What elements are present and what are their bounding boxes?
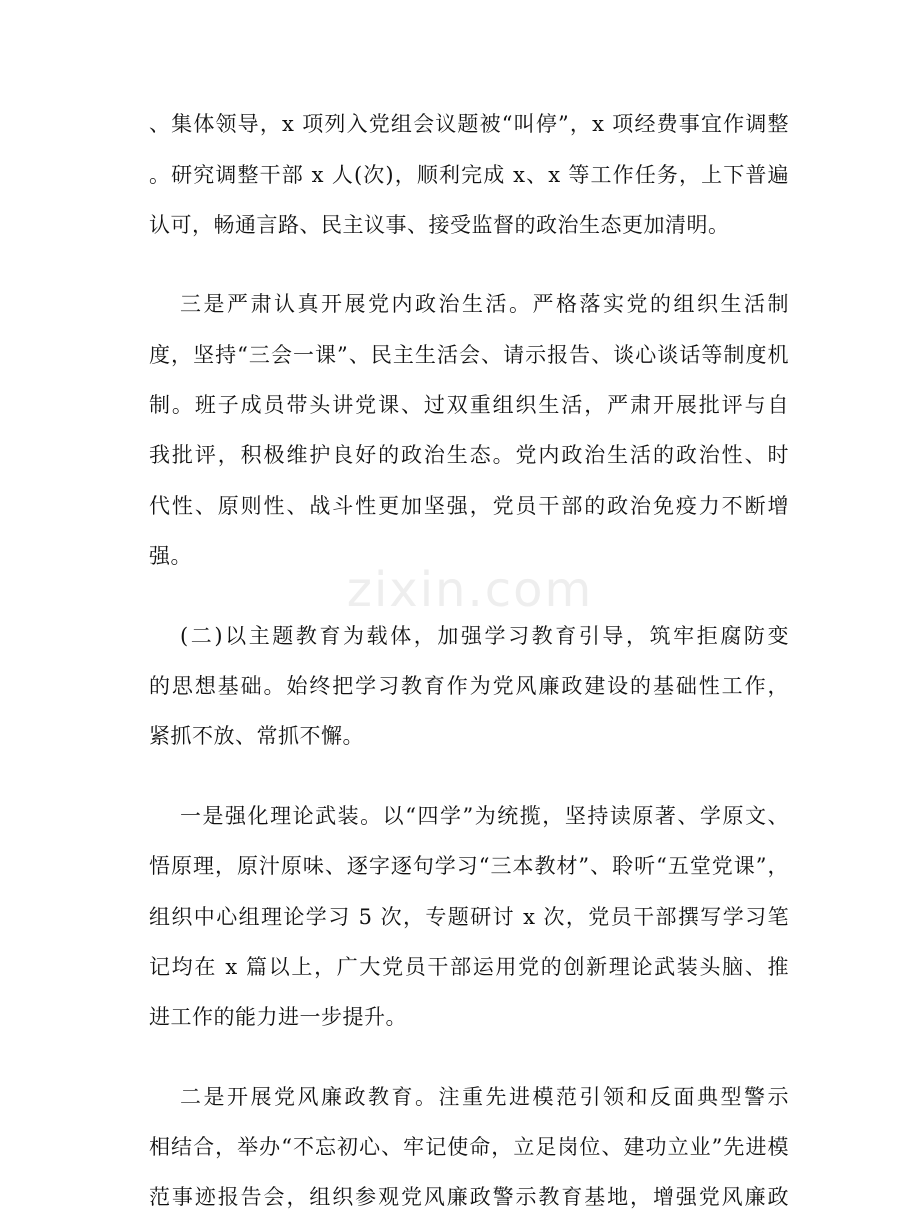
- paragraph-2-line-4: 我批评，积极维护良好的政治生态。党内政治生活的政治性、时: [149, 443, 789, 467]
- paragraph-4-line-2: 悟原理，原汁原味、逐字逐句学习“三本教材”、聆听“五堂党课”，: [149, 854, 789, 878]
- paragraph-2-line-3: 制。班子成员带头讲党课、过双重组织生活，严肃开展批评与自: [149, 393, 789, 417]
- paragraph-5-line-2: 相结合，举办“不忘初心、牢记使命，立足岗位、建功立业”先进模: [149, 1135, 789, 1159]
- watermark: zixin.com: [346, 562, 594, 618]
- paragraph-4-line-4: 记均在 x 篇以上，广大党员干部运用党的创新理论武装头脑、推: [149, 955, 789, 979]
- paragraph-1-line-2: 。研究调整干部 x 人(次)，顺利完成 x、x 等工作任务，上下普遍: [149, 163, 789, 187]
- paragraph-1-line-3: 认可，畅通言路、民主议事、接受监督的政治生态更加清明。: [149, 213, 730, 237]
- paragraph-3-line-1: (二)以主题教育为载体，加强学习教育引导，筑牢拒腐防变: [180, 624, 789, 648]
- paragraph-4-line-5: 进工作的能力进一步提升。: [149, 1005, 407, 1029]
- paragraph-1-line-1: 、集体领导，x 项列入党组会议题被“叫停”，x 项经费事宜作调整: [149, 112, 789, 136]
- paragraph-2-line-6: 强。: [149, 544, 192, 568]
- paragraph-3-line-2: 的思想基础。始终把学习教育作为党风廉政建设的基础性工作，: [149, 674, 789, 698]
- paragraph-5-line-3: 范事迹报告会，组织参观党风廉政警示教育基地，增强党风廉政: [149, 1185, 789, 1209]
- paragraph-4-line-1: 一是强化理论武装。以“四学”为统揽，坚持读原著、学原文、: [180, 804, 789, 828]
- paragraph-2-line-5: 代性、原则性、战斗性更加坚强，党员干部的政治免疫力不断增: [149, 494, 789, 518]
- paragraph-2-line-1: 三是严肃认真开展党内政治生活。严格落实党的组织生活制: [180, 292, 789, 316]
- paragraph-2-line-2: 度，坚持“三会一课”、民主生活会、请示报告、谈心谈话等制度机: [149, 343, 789, 367]
- paragraph-4-line-3: 组织中心组理论学习 5 次，专题研讨 x 次，党员干部撰写学习笔: [149, 905, 789, 929]
- paragraph-3-line-3: 紧抓不放、常抓不懈。: [149, 724, 364, 748]
- paragraph-5-line-1: 二是开展党风廉政教育。注重先进模范引领和反面典型警示: [180, 1085, 789, 1109]
